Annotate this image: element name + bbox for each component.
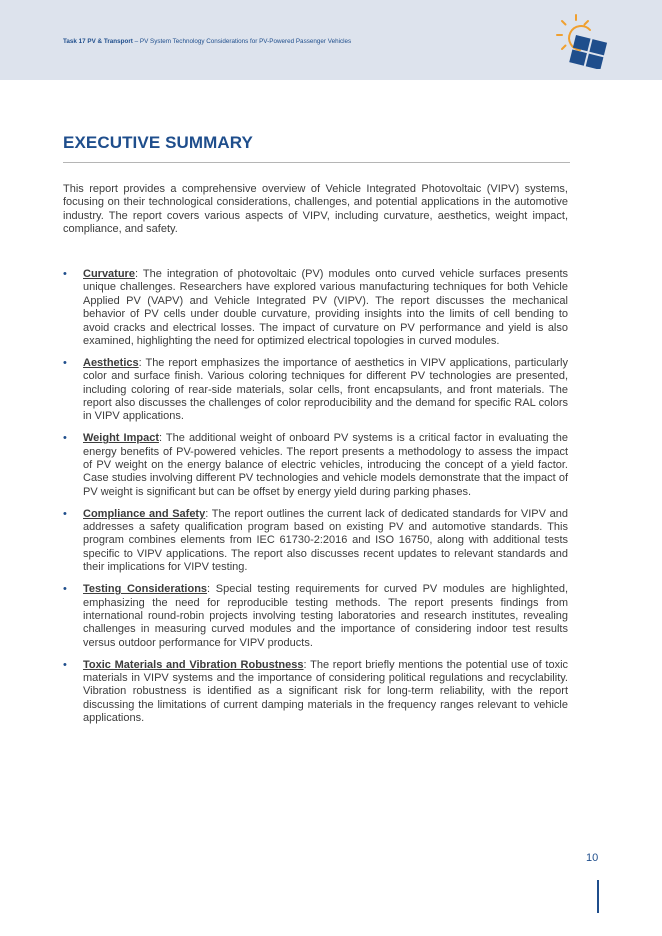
bullet-dot: •	[63, 583, 67, 596]
title-divider	[63, 162, 570, 163]
bullet-aesthetics	[63, 357, 568, 424]
bullet-dot: •	[63, 356, 67, 369]
bullet-dot: •	[63, 432, 67, 445]
bullet-dot: •	[63, 268, 67, 280]
bullet-term: Aesthetics	[83, 356, 139, 369]
bullet-text: : The integration of photovoltaic (PV) modules onto curved vehicle surfaces presents unique challenges. Researchers have explored various manufacturing techniques for both Vehicle Applied PV (VAPV) and Vehicle Integrated PV (VIPV). The report discusses the mechanical behavior of PV cells under double curvature, providing insights into the limits of cell bending to avoid cracks and electrical losses. The impact of curvature on PV performance and yield is also examined, highlighting the need for optimized electrical topologies in curved modules.	[83, 268, 568, 348]
bullet-toxic-materials	[63, 659, 568, 726]
bullet-weight-impact	[63, 432, 568, 499]
bullet-compliance-and-safety	[63, 508, 568, 575]
header-title-strong: Task 17 PV & Transport	[63, 38, 133, 45]
summary-bullet-list	[63, 268, 568, 734]
bullet-term: Curvature	[83, 268, 135, 280]
bullet-text: : The report briefly mentions the potential use of toxic materials in VIPV systems and the importance of considering political regulations and recyclability. Vibration robustness is identified as a significant risk for long-term reliability, with the report discussing the limitations of current damping materials in the frequency ranges relevant to vehicle applications.	[83, 658, 569, 725]
bullet-text: : The additional weight of onboard PV systems is a critical factor in evaluating the energy benefits of PV-powered vehicles. The report presents a methodology to assess the impact of PV weight on the energy balance of electric vehicles, introducing the concept of a yield factor. Case studies involving different PV technologies and vehicle models demonstrate that the impact of PV weight is significant but can be offset by energy yield during parking phases.	[83, 432, 568, 498]
bullet-text: : Special testing requirements for curved PV modules are highlighted, emphasizing the need for reproducible testing methods. The report presents findings from international round-robin projects involving testing laboratories and research institutes, revealing challenges in measuring curved modules and the importance of considering indoor test results versus outdoor performance for VIPV products.	[83, 583, 569, 649]
page-number-rule	[597, 880, 599, 913]
bullet-term: Weight Impact	[83, 432, 159, 445]
bullet-text: : The report emphasizes the importance of aesthetics in VIPV applications, particularly color and surface finish. Various coloring techniques for different PV technologies are presented, including coloring of rear-side materials, solar cells, front encapsulants, and front materials. The report also discusses the challenges of color reproducibility and the demand for specific RAL colors in VIPV applications.	[83, 356, 568, 423]
bullet-curvature	[63, 268, 568, 348]
page-number: 10	[586, 852, 599, 864]
bullet-term: Toxic Materials and Vibration Robustness	[83, 658, 304, 671]
bullet-term: Testing Considerations	[83, 583, 208, 596]
bullet-dot: •	[63, 507, 67, 520]
bullet-term: Compliance and Safety	[83, 507, 206, 520]
intro-paragraph: This report provides a comprehensive overview of Vehicle Integrated Photovoltaic (VIPV) systems, focusing on their technological considerations, challenges, and potential applications in the automotive industry. The report covers various aspects of VIPV, including curvature, aesthetics, weight impact, compliance, and safety.	[63, 183, 568, 236]
page-title: EXECUTIVE SUMMARY	[63, 133, 253, 152]
header-title-rest: – PV System Technology Considerations for PV-Powered Passenger Vehicles	[132, 38, 352, 45]
sun-and-solar-panel-logo-icon	[555, 13, 615, 69]
header-band	[0, 0, 662, 80]
bullet-text: : The report outlines the current lack of dedicated standards for VIPV and addresses a safety qualification program based on existing PV and automotive standards. This program combines elements from IEC 61730-2:2016 and ISO 16750, along with additional tests specific to VIPV applications. The report also discusses recent updates to relevant standards and their implications for VIPV testing.	[83, 507, 568, 574]
bullet-testing-considerations	[63, 583, 568, 650]
bullet-dot: •	[63, 658, 67, 671]
header-title	[63, 38, 351, 45]
